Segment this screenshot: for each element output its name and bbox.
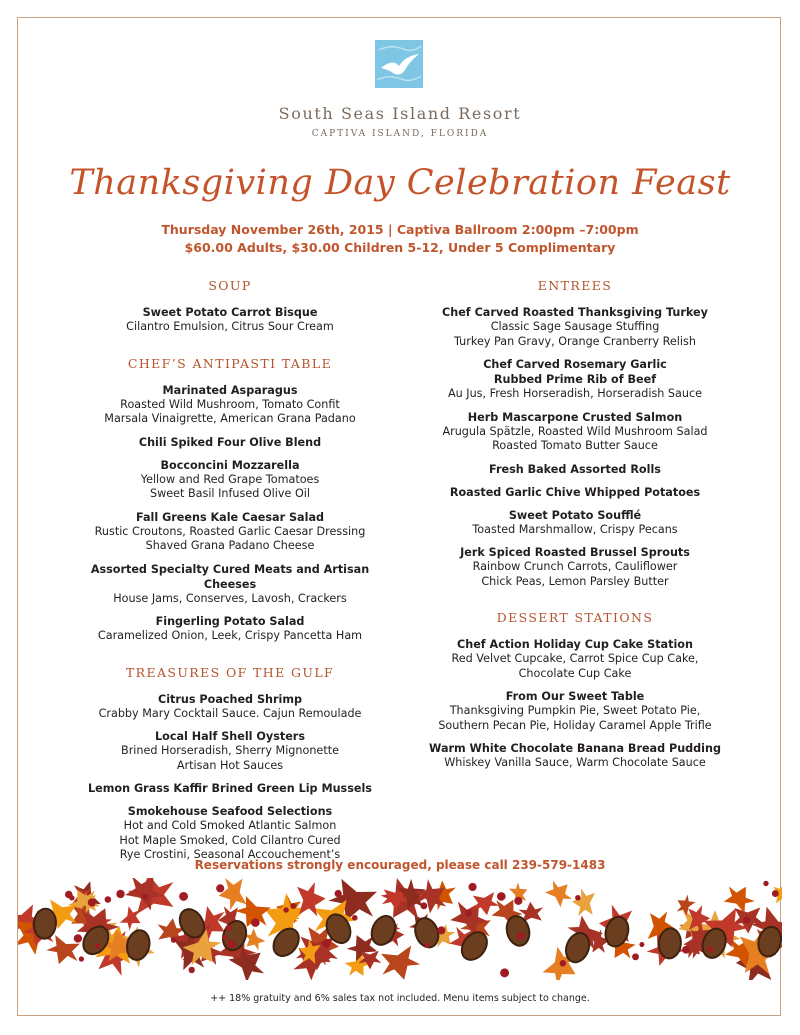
- menu-item: [405, 357, 745, 402]
- menu-item-description: Hot Maple Smoked, Cold Cilantro Cured: [119, 833, 341, 847]
- menu-item-name: Assorted Specialty Cured Meats and Artisan Cheeses: [90, 562, 370, 591]
- menu-item: [405, 741, 745, 771]
- menu-item: [65, 692, 395, 722]
- menu-item-description: Shaved Grana Padano Cheese: [145, 539, 315, 552]
- berry-icon: [79, 956, 84, 961]
- menu-item-name: Bocconcini Mozzarella: [160, 458, 300, 472]
- menu-column-right: [405, 272, 745, 779]
- menu-item-description: Rustic Croutons, Roasted Garlic Caesar Dressing: [94, 524, 366, 538]
- berry-icon: [65, 891, 73, 899]
- menu-item-description: Hot and Cold Smoked Atlantic Salmon: [123, 819, 337, 832]
- menu-item-description: Classic Sage Sausage Stuffing: [490, 320, 660, 333]
- berry-icon: [682, 946, 690, 954]
- berry-icon: [497, 892, 506, 901]
- menu-item: [65, 781, 395, 796]
- menu-item-name: Jerk Spiced Roasted Brussel Sprouts: [460, 546, 690, 559]
- menu-item: [405, 305, 745, 349]
- berry-icon: [632, 953, 639, 960]
- footnote: ++ 18% gratuity and 6% sales tax not included. Menu items subject to change.: [210, 993, 590, 1004]
- menu-item: [65, 510, 395, 554]
- seabird-logo-icon: [375, 40, 423, 88]
- section-heading: ENTREES: [537, 278, 613, 293]
- menu-item-name: Warm White Chocolate Banana Bread Pudding: [429, 742, 721, 755]
- menu-item-name: Lemon Grass Kaffir Brined Green Lip Mussels: [88, 782, 372, 795]
- menu-item-description: Southern Pecan Pie, Holiday Caramel Apple Trifle: [438, 718, 712, 732]
- berry-icon: [335, 890, 342, 897]
- berry-icon: [95, 943, 101, 949]
- menu-item-description: Brined Horseradish, Sherry Mignonette: [121, 744, 339, 757]
- menu-item: [65, 729, 395, 773]
- berry-icon: [290, 903, 296, 909]
- menu-item-name: Fall Greens Kale Caesar Salad: [136, 510, 324, 524]
- berry-icon: [116, 890, 124, 898]
- menu-item-name: Local Half Shell Oysters: [155, 730, 305, 743]
- menu-item: [65, 435, 395, 450]
- berry-icon: [88, 898, 96, 906]
- berry-icon: [179, 892, 188, 901]
- menu-item-name: Herb Mascarpone Crusted Salmon: [467, 410, 683, 424]
- menu-item-description: Turkey Pan Gravy, Orange Cranberry Relish: [454, 334, 696, 348]
- event-pricing: $60.00 Adults, $30.00 Children 5-12, Under 5 Complimentary: [184, 240, 616, 255]
- berry-icon: [171, 937, 176, 942]
- resort-location: CAPTIVA ISLAND, FLORIDA: [311, 129, 489, 139]
- berry-icon: [437, 926, 445, 934]
- menu-item-name: Chili Spiked Four Olive Blend: [138, 435, 322, 449]
- section-heading: SOUP: [208, 278, 252, 293]
- menu-item-description: Whiskey Vanilla Sauce, Warm Chocolate Sauce: [444, 756, 706, 769]
- menu-item-description: Au Jus, Fresh Horseradish, Horseradish Sauce: [447, 387, 703, 400]
- section-heading: CHEF’S ANTIPASTI TABLE: [127, 355, 333, 371]
- berry-icon: [105, 896, 112, 903]
- berry-icon: [763, 881, 768, 886]
- menu-item: [405, 508, 745, 538]
- leaf-icon: [216, 878, 247, 912]
- berry-icon: [420, 902, 427, 909]
- menu-item-name: Sweet Potato Soufflé: [508, 508, 642, 522]
- menu-item-description: Artisan Hot Sauces: [176, 758, 284, 772]
- menu-item-description: Chocolate Cup Cake: [518, 666, 632, 680]
- menu-item: [405, 689, 745, 733]
- menu-item-description: Rainbow Crunch Carrots, Cauliflower: [472, 560, 678, 573]
- menu-item: [405, 545, 745, 589]
- berry-icon: [772, 890, 779, 897]
- menu-item-name: Smokehouse Seafood Selections: [127, 805, 333, 818]
- berry-icon: [514, 897, 522, 905]
- menu-item-description: Chick Peas, Lemon Parsley Butter: [481, 574, 669, 588]
- berry-icon: [575, 895, 581, 901]
- berry-icon: [216, 884, 224, 892]
- menu-item-name: From Our Sweet Table: [505, 690, 645, 703]
- berry-icon: [707, 946, 714, 953]
- menu-item-name: Roasted Garlic Chive Whipped Potatoes: [449, 485, 701, 499]
- menu-item-name: Citrus Poached Shrimp: [158, 692, 302, 706]
- leaf-icon: [543, 878, 577, 909]
- menu-item-description: Marsala Vinaigrette, American Grana Padano: [104, 412, 356, 425]
- menu-column-left: [65, 272, 395, 871]
- resort-name: South Seas Island Resort: [278, 104, 522, 123]
- berry-icon: [560, 960, 566, 966]
- menu-item: [65, 614, 395, 644]
- menu-item-name: Chef Action Holiday Cup Cake Station: [457, 638, 693, 651]
- menu-item: [405, 637, 745, 681]
- berry-icon: [225, 925, 231, 931]
- menu-item-description: House Jams, Conserves, Lavosh, Crackers: [113, 591, 347, 605]
- leaf-icon: [571, 888, 596, 918]
- menu-item-name: Fingerling Potato Salad: [155, 615, 305, 628]
- page-title: Thanksgiving Day Celebration Feast: [69, 163, 731, 203]
- section-heading: DESSERT STATIONS: [496, 610, 654, 625]
- pinecone-icon: [367, 912, 399, 948]
- berry-icon: [352, 915, 358, 921]
- leaf-icon: [721, 879, 759, 914]
- berry-icon: [465, 910, 472, 917]
- autumn-leaves-garland-icon: [18, 878, 782, 980]
- event-date-location: Thursday November 26th, 2015 | Captiva Ballroom 2:00pm –7:00pm: [161, 222, 639, 237]
- berry-icon: [251, 918, 260, 927]
- berry-icon: [227, 940, 236, 949]
- menu-item-description: Sweet Basil Infused Olive Oil: [150, 487, 310, 500]
- menu-item: [405, 462, 745, 477]
- menu-item-description: Roasted Wild Mushroom, Tomato Confit: [120, 397, 340, 411]
- berry-icon: [142, 894, 148, 900]
- berry-icon: [639, 942, 644, 947]
- berry-icon: [500, 968, 509, 977]
- menu-item-name: Marinated Asparagus: [162, 383, 298, 397]
- berry-icon: [222, 935, 227, 940]
- menu-item: [65, 458, 395, 502]
- menu-item: [65, 804, 395, 863]
- menu-item-description: Crabby Mary Cocktail Sauce. Cajun Remoulade: [98, 706, 362, 720]
- menu-item-description: Caramelized Onion, Leek, Crispy Pancetta Ham: [97, 629, 363, 642]
- menu-item-description: Rye Crostini, Seasonal Accouchement’s: [119, 848, 341, 861]
- berry-icon: [188, 967, 194, 973]
- reservation-note: Reservations strongly encouraged, please call 239-579-1483: [194, 858, 606, 872]
- pinecone-icon: [33, 908, 58, 940]
- menu-item-description: Yellow and Red Grape Tomatoes: [140, 472, 320, 486]
- menu-item-description: Arugula Spätzle, Roasted Wild Mushroom Salad: [442, 424, 708, 438]
- menu-item-description: Cilantro Emulsion, Citrus Sour Cream: [126, 320, 334, 333]
- berry-icon: [468, 883, 476, 891]
- berry-icon: [517, 932, 525, 940]
- berry-icon: [424, 943, 429, 948]
- berry-icon: [322, 939, 330, 947]
- berry-icon: [74, 934, 82, 942]
- berry-icon: [283, 907, 288, 912]
- menu-item-name: Sweet Potato Carrot Bisque: [142, 306, 318, 319]
- menu-item-description: Thanksgiving Pumpkin Pie, Sweet Potato Pie,: [449, 704, 701, 717]
- menu-item: [405, 485, 745, 500]
- menu-item-name: Fresh Baked Assorted Rolls: [489, 462, 661, 476]
- menu-item: [405, 410, 745, 454]
- menu-item-name: Chef Carved Roasted Thanksgiving Turkey: [442, 306, 708, 319]
- menu-item-description: Toasted Marshmallow, Crispy Pecans: [472, 522, 678, 536]
- menu-item: [65, 562, 395, 607]
- menu-item: [65, 305, 395, 335]
- menu-item-description: Red Velvet Cupcake, Carrot Spice Cup Cake,: [451, 652, 699, 665]
- berry-icon: [743, 917, 750, 924]
- menu-item-description: Roasted Tomato Butter Sauce: [492, 439, 658, 452]
- menu-item: [65, 383, 395, 427]
- menu-item-name: Chef Carved Rosemary Garlic Rubbed Prime Rib of Beef: [483, 358, 667, 386]
- leaf-icon: [377, 945, 423, 980]
- section-heading: TREASURES OF THE GULF: [125, 664, 335, 680]
